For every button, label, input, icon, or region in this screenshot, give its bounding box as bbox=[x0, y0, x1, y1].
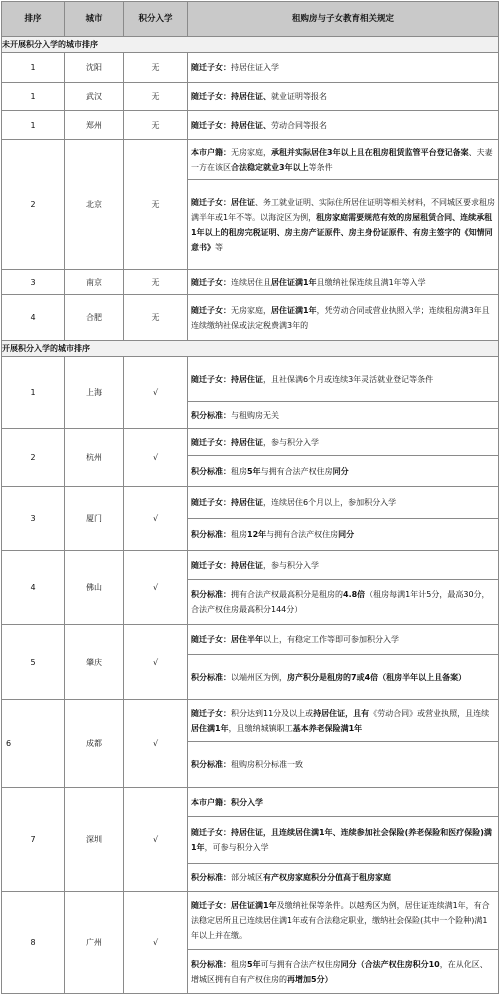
rule-cell bbox=[188, 402, 499, 429]
rule-cell bbox=[188, 817, 499, 864]
rule-cell bbox=[188, 429, 499, 456]
rule-text: 居住证 bbox=[231, 197, 255, 207]
rule-text: 、夫妻一方在该区 bbox=[191, 147, 493, 172]
section-row bbox=[2, 341, 499, 357]
rule-text: 等 bbox=[215, 242, 223, 252]
rule-text: 同分 bbox=[332, 466, 349, 476]
rule-label: 积分标准： bbox=[191, 410, 231, 420]
rule-cell bbox=[188, 580, 499, 625]
rule-label: 积分标准： bbox=[191, 590, 231, 599]
rule-text: 与拥有合法产权住房 bbox=[266, 530, 339, 539]
rule-label: 随迁子女： bbox=[191, 120, 231, 130]
rule-cell bbox=[188, 111, 499, 140]
rule-text: 居住满1年 bbox=[191, 723, 229, 733]
rule-label: 随迁子女： bbox=[191, 498, 231, 507]
rule-text: 持居住证、 bbox=[231, 120, 271, 130]
rank-cell: 2 bbox=[2, 429, 65, 487]
rule-text: 4.8倍 bbox=[343, 590, 366, 599]
rule-text: 就业证明等报名 bbox=[271, 92, 327, 101]
rule-text: 与拥有合法产权住房 bbox=[260, 466, 333, 476]
rule-cell bbox=[188, 519, 499, 551]
city-cell: 成都 bbox=[65, 700, 124, 788]
rule-text: 无房家庭， bbox=[231, 305, 271, 315]
rule-text: 5年 bbox=[247, 959, 261, 969]
rule-cell bbox=[188, 625, 499, 655]
rule-cell bbox=[188, 950, 499, 994]
rule-text: ，凭劳动合同或营业执照入学；连续租房满3年且连续缴纳社保或法定税费满3年的 bbox=[191, 305, 490, 330]
rule-text: 无房家庭， bbox=[231, 147, 271, 157]
rule-text: 租房 bbox=[231, 466, 247, 476]
header-rank: 排序 bbox=[2, 2, 65, 37]
rule-text: 劳动合同等报名 bbox=[271, 120, 327, 130]
section-row bbox=[2, 37, 499, 53]
rule-text: ，且缴纳城镇职工 bbox=[228, 723, 293, 733]
rule-text: 及缴纳社保等条件。以越秀区为例，居住证连续满1年，有合法稳定居所且已连续居住满1年或有合法稳定职业，缴纳社会保险(其中一个险种)满1年以上并在缴。 bbox=[191, 901, 490, 940]
rule-text: （租房每满1年计5分，最高30分，合法产权住房最高积分144分） bbox=[191, 590, 490, 614]
points-cell: √ bbox=[124, 892, 188, 994]
rank-cell: 5 bbox=[2, 625, 65, 700]
rule-label: 本市户籍： bbox=[191, 147, 231, 157]
city-cell: 佛山 bbox=[65, 551, 124, 625]
header-rules: 租购房与子女教育相关规定 bbox=[188, 2, 499, 37]
table-row bbox=[2, 892, 499, 950]
rule-text: 《劳动合同》或营业执照，且连续 bbox=[369, 708, 490, 718]
rule-text: 持居住证 bbox=[231, 560, 263, 570]
rule-label: 随迁子女： bbox=[191, 305, 231, 315]
rank-cell: 6 bbox=[2, 700, 65, 788]
rule-text: 部分城区 bbox=[231, 873, 263, 882]
rule-text: 以端州区为例， bbox=[231, 672, 287, 682]
city-cell: 深圳 bbox=[65, 788, 124, 892]
rank-cell: 3 bbox=[2, 487, 65, 551]
header-city: 城市 bbox=[65, 2, 124, 37]
rule-text: 同分（合法产权住房积分10 bbox=[340, 959, 440, 969]
rule-cell bbox=[188, 83, 499, 111]
rule-text: 持居住证入学 bbox=[231, 63, 279, 72]
rank-cell: 4 bbox=[2, 295, 65, 341]
rule-text: 租房家庭需要规范有效的房屋租赁合同、连续承租1年以上的租房完税证明、房主房产证原件、房主身份证原件、有房主签字的《知情同意书》 bbox=[191, 212, 493, 252]
city-cell: 武汉 bbox=[65, 83, 124, 111]
city-cell: 郑州 bbox=[65, 111, 124, 140]
rule-text: 以上，有稳定工作等即可参加积分入学 bbox=[263, 635, 399, 644]
rule-text: 租购房积分标准一致 bbox=[231, 760, 303, 769]
rule-text: ，连续居住6个月以上，参加积分入学 bbox=[263, 498, 397, 507]
header-row bbox=[2, 2, 499, 37]
rule-cell bbox=[188, 700, 499, 742]
table-row bbox=[2, 551, 499, 580]
points-cell: √ bbox=[124, 487, 188, 551]
rule-text: 5年 bbox=[247, 466, 261, 476]
rule-cell bbox=[188, 487, 499, 519]
section-title: 未开展积分入学的城市排序 bbox=[2, 37, 499, 53]
rule-label: 积分标准： bbox=[191, 959, 231, 969]
rule-cell bbox=[188, 53, 499, 83]
table-row bbox=[2, 788, 499, 817]
rule-text: ，参与积分入学 bbox=[263, 560, 319, 570]
rank-cell: 1 bbox=[2, 111, 65, 140]
rule-text: ，在从化区、增城区拥有自有产权住房的 bbox=[191, 959, 488, 984]
rule-text: 持居住证，且连续居住满1年、连续参加社会保险(养老保险和医疗保险)满1年 bbox=[191, 828, 492, 852]
city-cell: 肇庆 bbox=[65, 625, 124, 700]
rule-text: 持居住证 bbox=[231, 437, 263, 447]
rule-cell bbox=[188, 892, 499, 950]
table-row bbox=[2, 270, 499, 295]
table-row bbox=[2, 140, 499, 180]
rank-cell: 2 bbox=[2, 140, 65, 270]
rule-text: 基本养老保险满1年 bbox=[292, 723, 363, 733]
rule-cell bbox=[188, 357, 499, 402]
rank-cell: 3 bbox=[2, 270, 65, 295]
table-row bbox=[2, 111, 499, 140]
city-cell: 厦门 bbox=[65, 487, 124, 551]
rule-label: 积分标准： bbox=[191, 466, 231, 476]
rule-text: 持居住证，且有 bbox=[313, 708, 370, 718]
rule-cell bbox=[188, 180, 499, 270]
rule-label: 积分标准： bbox=[191, 530, 231, 539]
rule-cell bbox=[188, 270, 499, 295]
rule-label: 积分标准： bbox=[191, 672, 231, 682]
rule-text: 合法稳定就业3年以上 bbox=[231, 162, 309, 172]
rank-cell: 4 bbox=[2, 551, 65, 625]
table-row bbox=[2, 700, 499, 742]
points-cell: √ bbox=[124, 788, 188, 892]
rule-text: 租房 bbox=[231, 530, 247, 539]
rule-text: 拥有合法产权最高积分是租房的 bbox=[231, 590, 343, 599]
rule-label: 随迁子女： bbox=[191, 708, 231, 718]
rule-text: 、务工就业证明、实际住所居住证明等相关材料，不同城区要求租房满半年或1年不等。以海淀区为例， bbox=[191, 197, 495, 222]
points-cell: 无 bbox=[124, 295, 188, 341]
rule-text: 承租并实际居住3年以上且在租房租赁监管平台登记备案 bbox=[271, 147, 469, 157]
points-cell: 无 bbox=[124, 270, 188, 295]
rule-text: 可与拥有合法产权住房 bbox=[260, 959, 341, 969]
city-cell: 上海 bbox=[65, 357, 124, 429]
city-cell: 合肥 bbox=[65, 295, 124, 341]
rule-label: 随迁子女： bbox=[191, 63, 231, 72]
rule-text: 再增加5分） bbox=[287, 974, 333, 984]
rule-text: 房产积分是租房的7或4倍（租房半年以上且备案） bbox=[287, 672, 467, 682]
rule-cell bbox=[188, 788, 499, 817]
rule-text: 持居住证 bbox=[231, 374, 263, 384]
points-cell: 无 bbox=[124, 83, 188, 111]
points-cell: √ bbox=[124, 357, 188, 429]
rule-cell bbox=[188, 295, 499, 341]
rule-label: 随迁子女： bbox=[191, 277, 231, 287]
table-row bbox=[2, 357, 499, 402]
rule-text: 居住证满1年 bbox=[231, 901, 277, 910]
section-title: 开展积分入学的城市排序 bbox=[2, 341, 499, 357]
rule-label: 随迁子女： bbox=[191, 92, 231, 101]
points-cell: √ bbox=[124, 429, 188, 487]
rule-text: 积分达到11分及以上或 bbox=[231, 708, 314, 718]
rule-label: 随迁子女： bbox=[191, 901, 231, 910]
points-cell: √ bbox=[124, 625, 188, 700]
rank-cell: 1 bbox=[2, 357, 65, 429]
rule-text: 且缴纳社保连续且满1年等入学 bbox=[316, 277, 426, 287]
rule-text: 同分 bbox=[338, 530, 355, 539]
rule-cell bbox=[188, 864, 499, 892]
header-points: 积分入学 bbox=[124, 2, 188, 37]
rule-text: 租房 bbox=[231, 959, 247, 969]
points-cell: √ bbox=[124, 551, 188, 625]
rule-text: 居住半年 bbox=[231, 635, 263, 644]
rule-text: ，参与积分入学 bbox=[263, 437, 319, 447]
city-cell: 广州 bbox=[65, 892, 124, 994]
rule-cell bbox=[188, 551, 499, 580]
table-row bbox=[2, 83, 499, 111]
rule-cell bbox=[188, 140, 499, 180]
table-row bbox=[2, 487, 499, 519]
rule-text: 居住证满1年 bbox=[271, 277, 317, 287]
points-cell: √ bbox=[124, 700, 188, 788]
rule-text: 12年 bbox=[247, 530, 267, 539]
rule-label: 随迁子女： bbox=[191, 374, 231, 384]
rank-cell: 1 bbox=[2, 53, 65, 83]
table-row bbox=[2, 295, 499, 341]
points-cell: 无 bbox=[124, 53, 188, 83]
city-cell: 南京 bbox=[65, 270, 124, 295]
rule-cell bbox=[188, 655, 499, 700]
rank-cell: 1 bbox=[2, 83, 65, 111]
city-cell: 杭州 bbox=[65, 429, 124, 487]
rule-label: 随迁子女： bbox=[191, 197, 231, 207]
rule-cell bbox=[188, 742, 499, 788]
rule-text: ，且社保满6个月或连续3年灵活就业登记等条件 bbox=[263, 374, 434, 384]
rule-text: 持居住证 bbox=[231, 498, 263, 507]
policy-table bbox=[1, 1, 499, 994]
rule-label: 本市户籍： bbox=[191, 797, 231, 807]
rule-text: 等条件 bbox=[308, 162, 333, 172]
rank-cell: 8 bbox=[2, 892, 65, 994]
points-cell: 无 bbox=[124, 111, 188, 140]
city-cell: 北京 bbox=[65, 140, 124, 270]
rule-text: 持居住证、 bbox=[231, 92, 271, 101]
rule-label: 积分标准： bbox=[191, 873, 231, 882]
table-row bbox=[2, 625, 499, 655]
rank-cell: 7 bbox=[2, 788, 65, 892]
city-cell: 沈阳 bbox=[65, 53, 124, 83]
points-cell: 无 bbox=[124, 140, 188, 270]
rule-label: 随迁子女： bbox=[191, 828, 231, 837]
rule-label: 随迁子女： bbox=[191, 437, 231, 447]
rule-label: 随迁子女： bbox=[191, 635, 231, 644]
rule-text: 与租购房无关 bbox=[231, 410, 279, 420]
rule-label: 积分标准： bbox=[191, 760, 231, 769]
rule-text: 居住证满1年 bbox=[271, 305, 317, 315]
rule-text: ，可参与积分入学 bbox=[204, 843, 269, 852]
rule-label: 随迁子女： bbox=[191, 560, 231, 570]
table-row bbox=[2, 53, 499, 83]
rule-cell bbox=[188, 456, 499, 487]
rule-text: 连续居住且 bbox=[231, 277, 271, 287]
table-row bbox=[2, 429, 499, 456]
rule-text: 积分入学 bbox=[231, 797, 263, 807]
rule-text: 有产权房家庭积分分值高于租房家庭 bbox=[263, 873, 391, 882]
